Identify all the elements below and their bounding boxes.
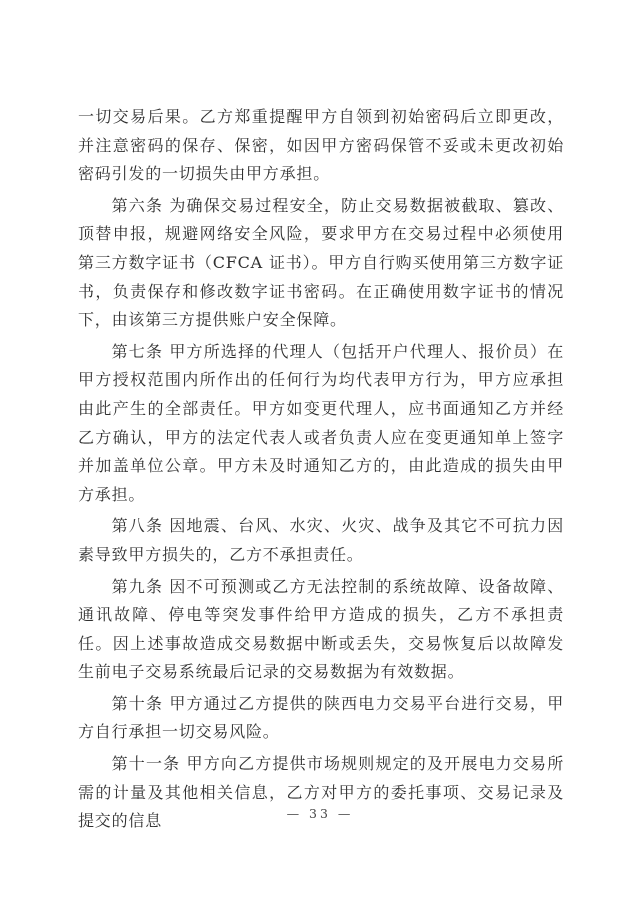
paragraph-article-11: 第十一条 甲方向乙方提供市场规则规定的及开展电力交易所需的计量及其他相关信息，乙方对甲方的委托事项、交易记录及提交的信息: [78, 754, 564, 831]
paragraph-article-6: 第六条 为确保交易过程安全，防止交易数据被截取、篡改、顶替申报，规避网络安全风险，要求甲方在交易过程中必须使用第三方数字证书（CFCA 证书）。甲方自行购买使用第三方数字证书，负责保存和修改数字证书密码。在正确使用数字证书的情况下，由该第三方提供账户安全保障。: [78, 195, 564, 330]
paragraph-continuation: 一切交易后果。乙方郑重提醒甲方自领到初始密码后立即更改，并注意密码的保存、保密，如因甲方密码保管不妥或未更改初始密码引发的一切损失由甲方承担。: [78, 107, 564, 184]
paragraph-article-7: 第七条 甲方所选择的代理人（包括开户代理人、报价员）在甲方授权范围内所作出的任何行为均代表甲方行为，甲方应承担由此产生的全部责任。甲方如变更代理人，应书面通知乙方并经乙方确认，甲方的法定代表人或者负责人应在变更通知单上签字并加盖单位公章。甲方未及时通知乙方的，由此造成的损失由甲方承担。: [78, 341, 564, 504]
paragraph-article-9: 第九条 因不可预测或乙方无法控制的系统故障、设备故障、通讯故障、停电等突发事件给甲方造成的损失，乙方不承担责任。因上述事故造成交易数据中断或丢失，交易恢复后以故障发生前电子交易系统最后记录的交易数据为有效数据。: [78, 576, 564, 682]
page-number: — 33 —: [286, 806, 354, 821]
document-body: [78, 103, 564, 836]
paragraph-article-10: 第十条 甲方通过乙方提供的陕西电力交易平台进行交易，甲方自行承担一切交易风险。: [78, 693, 564, 742]
paragraph-article-8: 第八条 因地震、台风、水灾、火灾、战争及其它不可抗力因素导致甲方损失的，乙方不承担责任。: [78, 516, 564, 564]
